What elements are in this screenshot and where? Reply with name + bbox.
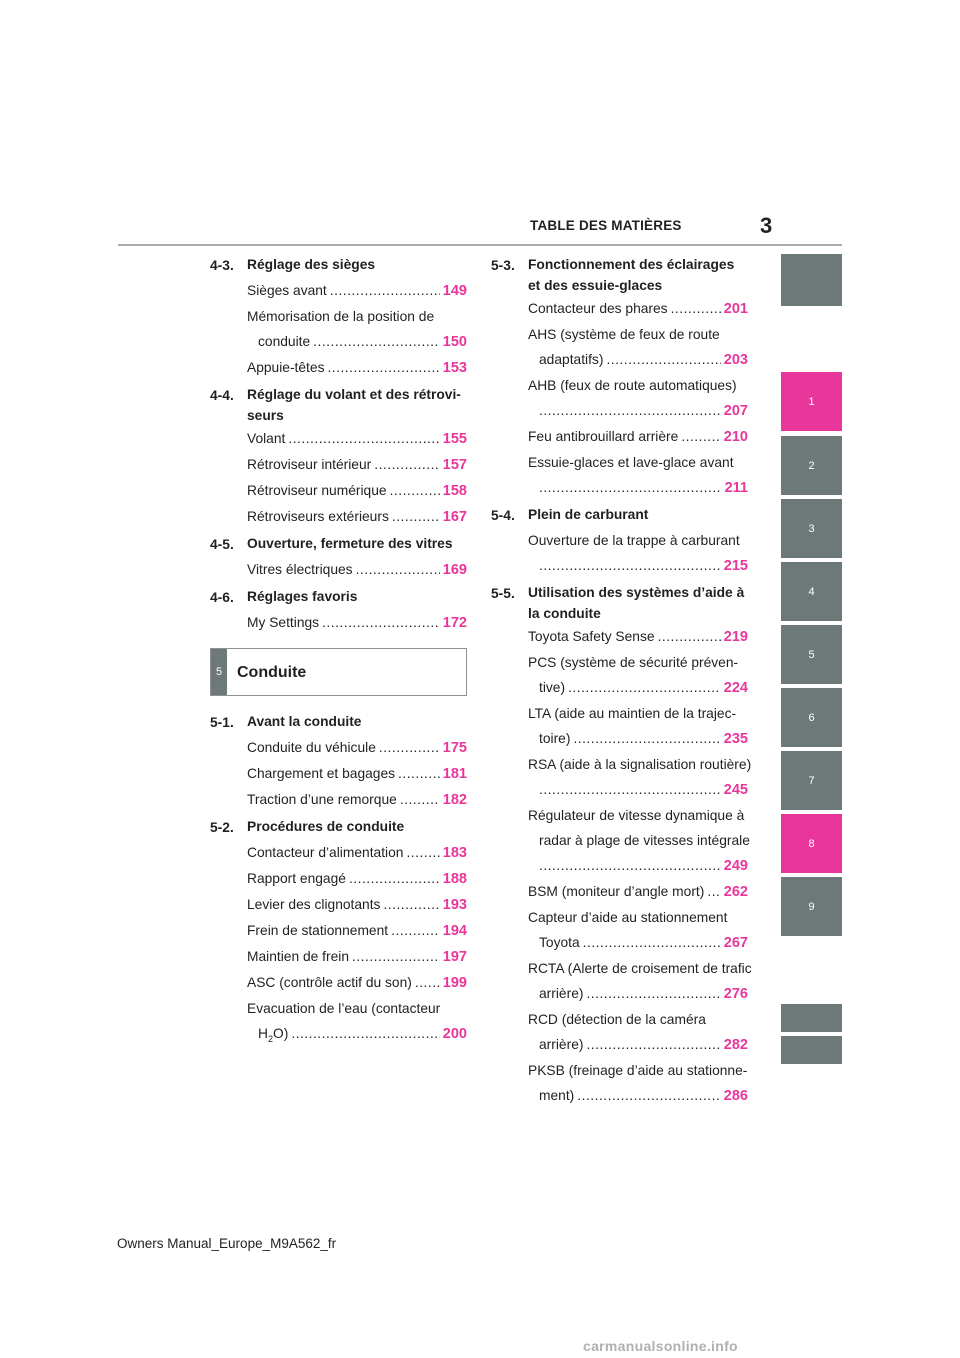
page-link[interactable]: 210 bbox=[723, 429, 748, 445]
page-link[interactable]: 276 bbox=[723, 986, 748, 1002]
side-tab-4[interactable]: 4 bbox=[781, 562, 842, 621]
page-link[interactable]: 286 bbox=[723, 1088, 748, 1104]
section-heading: 5-1. Avant la conduite bbox=[210, 714, 362, 730]
side-tab-9[interactable]: 9 bbox=[781, 877, 842, 936]
toc-entry[interactable]: Chargement et bagages ..... 181 bbox=[210, 761, 467, 787]
toc-entry[interactable]: My Settings ..... 172 bbox=[210, 610, 467, 636]
toc-entry[interactable]: Sièges avant ..... 149 bbox=[210, 278, 467, 304]
page-link[interactable]: 188 bbox=[442, 871, 467, 887]
toc-entry[interactable]: ASC (contrôle actif du son) ..... 199 bbox=[210, 970, 467, 996]
page-link[interactable]: 194 bbox=[442, 923, 467, 939]
footer-text: Owners Manual_Europe_M9A562_fr bbox=[117, 1236, 337, 1251]
header-rule bbox=[118, 244, 842, 246]
page-link[interactable]: 150 bbox=[442, 334, 467, 350]
toc-entry[interactable]: AHB (feux de route automatiques) ..... 207 bbox=[491, 373, 748, 424]
page-link[interactable]: 211 bbox=[724, 480, 748, 496]
page-link[interactable]: 200 bbox=[442, 1026, 467, 1042]
section-heading: 5-2. Procédures de conduite bbox=[210, 819, 405, 835]
page-link[interactable]: 182 bbox=[442, 792, 467, 808]
section-heading: 5-5. Utilisation des systèmes d’aide à la conduite bbox=[491, 585, 745, 621]
chapter-tab: 5 bbox=[211, 649, 227, 695]
page-link[interactable]: 199 bbox=[442, 975, 467, 991]
page-link[interactable]: 155 bbox=[442, 431, 467, 447]
side-tab-5[interactable]: 5 bbox=[781, 625, 842, 684]
page-link[interactable]: 262 bbox=[723, 884, 748, 900]
side-tab-3[interactable]: 3 bbox=[781, 499, 842, 558]
toc-entry[interactable]: BSM (moniteur d’angle mort) ..... 262 bbox=[491, 879, 748, 905]
toc-entry[interactable]: Rétroviseurs extérieurs ..... 167 bbox=[210, 504, 467, 530]
toc-entry[interactable]: RCTA (Alerte de croisement de trafic arrière) ..... 276 bbox=[491, 956, 748, 1007]
toc-column-left bbox=[210, 251, 467, 1052]
page-link[interactable]: 181 bbox=[442, 766, 467, 782]
page-link[interactable]: 245 bbox=[723, 782, 748, 798]
toc-entry[interactable]: Capteur d’aide au stationnement Toyota ..... 267 bbox=[491, 905, 748, 956]
toc-entry[interactable]: Frein de stationnement ..... 194 bbox=[210, 918, 467, 944]
toc-entry[interactable]: Appuie-têtes ..... 153 bbox=[210, 355, 467, 381]
toc-entry[interactable]: Contacteur d’alimentation ..... 183 bbox=[210, 840, 467, 866]
section-heading: 4-3. Réglage des sièges bbox=[210, 257, 376, 273]
side-tab-6[interactable]: 6 bbox=[781, 688, 842, 747]
toc-entry[interactable]: Levier des clignotants ..... 193 bbox=[210, 892, 467, 918]
toc-entry[interactable]: Vitres électriques ..... 169 bbox=[210, 557, 467, 583]
page-link[interactable]: 224 bbox=[723, 680, 748, 696]
toc-entry[interactable]: RSA (aide à la signalisation routière) ..... 245 bbox=[491, 752, 748, 803]
toc-entry[interactable]: Toyota Safety Sense ..... 219 bbox=[491, 624, 748, 650]
toc-entry[interactable]: PKSB (freinage d’aide au stationne- ment) ..... 286 bbox=[491, 1058, 748, 1109]
page-link[interactable]: 167 bbox=[442, 509, 467, 525]
side-tab-blank[interactable] bbox=[781, 254, 842, 306]
toc-entry[interactable]: Rétroviseur numérique ..... 158 bbox=[210, 478, 467, 504]
toc-entry[interactable]: Evacuation de l’eau (contacteur $H_2O$) ..... 200 bbox=[210, 996, 467, 1052]
page-link[interactable]: 219 bbox=[723, 629, 748, 645]
side-tab-blank[interactable] bbox=[781, 1004, 842, 1032]
page-link[interactable]: 282 bbox=[723, 1037, 748, 1053]
page-link[interactable]: 169 bbox=[442, 562, 467, 578]
toc-entry[interactable]: Volant ..... 155 bbox=[210, 426, 467, 452]
page-link[interactable]: 197 bbox=[442, 949, 467, 965]
page-link[interactable]: 235 bbox=[723, 731, 748, 747]
page-link[interactable]: 193 bbox=[442, 897, 467, 913]
page-link[interactable]: 249 bbox=[723, 858, 748, 874]
page-link[interactable]: 267 bbox=[723, 935, 748, 951]
toc-entry[interactable]: Traction d’une remorque ..... 182 bbox=[210, 787, 467, 813]
page-number: 3 bbox=[760, 213, 773, 238]
toc-entry[interactable]: Conduite du véhicule ..... 175 bbox=[210, 735, 467, 761]
page-link[interactable]: 207 bbox=[723, 403, 748, 419]
toc-entry[interactable]: Mémorisation de la position de conduite ..... 150 bbox=[210, 304, 467, 355]
side-tab-2[interactable]: 2 bbox=[781, 436, 842, 495]
side-tab-blank[interactable] bbox=[781, 1036, 842, 1064]
page-link[interactable]: 158 bbox=[442, 483, 467, 499]
toc-entry[interactable]: LTA (aide au maintien de la trajec- toire) ..... 235 bbox=[491, 701, 748, 752]
section-heading: 5-3. Fonctionnement des éclairages et des essuie-glaces bbox=[491, 257, 735, 293]
section-heading: 4-5. Ouverture, fermeture des vitres bbox=[210, 536, 453, 552]
toc-entry[interactable]: RCD (détection de la caméra arrière) ..... 282 bbox=[491, 1007, 748, 1058]
page-link[interactable]: 172 bbox=[442, 615, 467, 631]
toc-entry[interactable]: Maintien de frein ..... 197 bbox=[210, 944, 467, 970]
section-heading: 5-4. Plein de carburant bbox=[491, 507, 649, 523]
chapter-title: Conduite bbox=[237, 663, 307, 681]
page-link[interactable]: 183 bbox=[442, 845, 467, 861]
toc-entry[interactable]: Rétroviseur intérieur ..... 157 bbox=[210, 452, 467, 478]
page-link[interactable]: 175 bbox=[442, 740, 467, 756]
watermark: carmanualsonline.info bbox=[583, 1338, 738, 1354]
toc-entry[interactable]: Ouverture de la trappe à carburant ..... 215 bbox=[491, 528, 748, 579]
page-link[interactable]: 203 bbox=[723, 352, 748, 368]
side-tab-7[interactable]: 7 bbox=[781, 751, 842, 810]
toc-entry[interactable]: Rapport engagé ..... 188 bbox=[210, 866, 467, 892]
page-link[interactable]: 201 bbox=[723, 301, 748, 317]
toc-entry[interactable]: Contacteur des phares ..... 201 bbox=[491, 296, 748, 322]
section-heading: 4-6. Réglages favoris bbox=[210, 589, 358, 605]
toc-entry[interactable]: Essuie-glaces et lave-glace avant ..... 211 bbox=[491, 450, 748, 501]
toc-entry[interactable]: AHS (système de feux de route adaptatifs) ..... 203 bbox=[491, 322, 748, 373]
page-link[interactable]: 157 bbox=[442, 457, 467, 473]
toc-entry[interactable]: PCS (système de sécurité préven- tive) ..... 224 bbox=[491, 650, 748, 701]
section-heading: 4-4. Réglage du volant et des rétrovi-seurs bbox=[210, 387, 461, 423]
header-title: TABLE DES MATIÈRES bbox=[530, 218, 682, 233]
side-tab-1[interactable]: 1 bbox=[781, 372, 842, 431]
toc-entry[interactable]: Régulateur de vitesse dynamique à radar à plage de vitesses intégrale ..... 249 bbox=[491, 803, 748, 879]
toc-column-right bbox=[491, 251, 752, 1109]
side-tab-8[interactable]: 8 bbox=[781, 814, 842, 873]
page-link[interactable]: 149 bbox=[442, 283, 467, 299]
page-link[interactable]: 153 bbox=[442, 360, 467, 376]
page-link[interactable]: 215 bbox=[723, 558, 748, 574]
toc-entry[interactable]: Feu antibrouillard arrière ..... 210 bbox=[491, 424, 748, 450]
chapter-heading bbox=[210, 648, 467, 696]
